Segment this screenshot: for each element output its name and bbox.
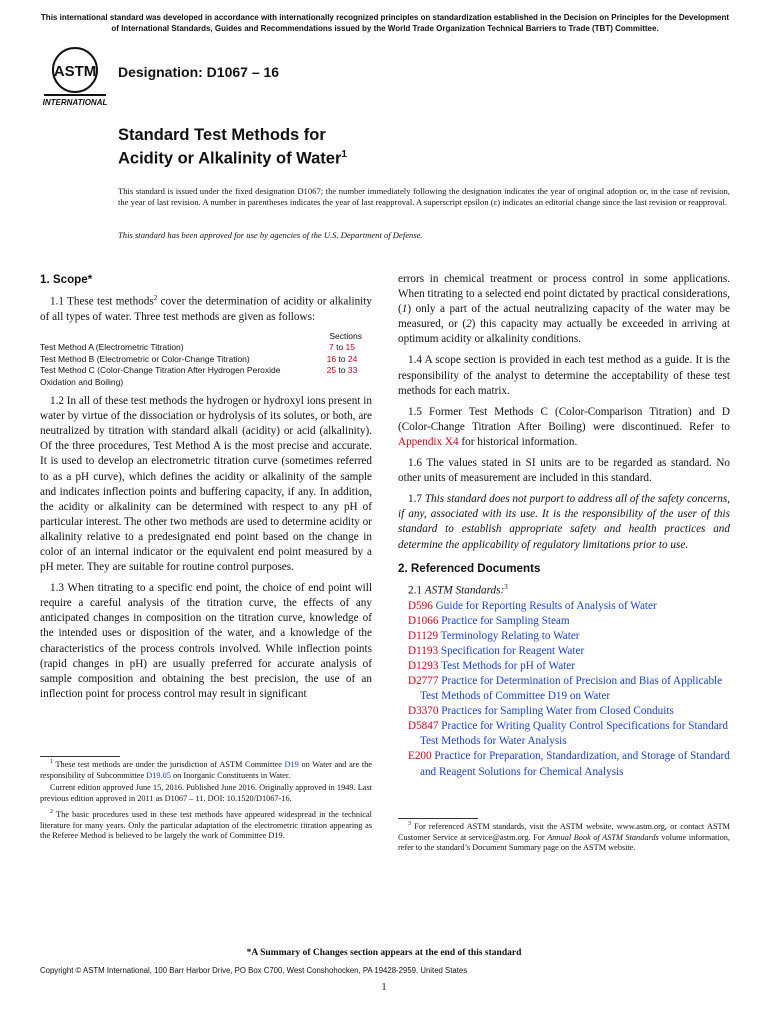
references-heading: 2. Referenced Documents [398,561,541,575]
footnote-1-edition: Current edition approved June 15, 2016. Published June 2016. Originally approved in 1949. Last previous edition approved in 2011 as D1067 – 11. DOI: 10.1520/D1067-16. [40,783,372,804]
summary-of-changes-note: *A Summary of Changes section appears at the end of this standard [246,948,522,958]
scope-1-3: 1.3 When titrating to a specific end point, the choice of end point will require a careful analysis of the titration curve, the effects of any anticipated changes in composition on the titration curve, knowledge of the intended uses or disposition of the water, and a knowledge of the characteristics of the process controls involved. While inflection points (rapid changes in pH) are usually preferred for accurate analysis of sample composition and obtaining the best precision, the use of an inflection point for process control may result in significant [40,582,372,700]
footnote-1: $^1$ These test methods are under the jurisdiction of ASTM Committee D19 on Water and are the responsibility of Subcommittee D19.05 on Inorganic Constituents in Water. [40,759,372,780]
referenced-standards-list [398,599,730,780]
dod-approval-note: This standard has been approved for use by agencies of the U.S. Department of Defense. [118,230,423,240]
section-link[interactable]: 15 [345,342,356,353]
standard-title-link[interactable]: Specification for Reagent Water [440,644,585,657]
list-item [398,749,730,779]
astm-logo-mark [40,46,110,108]
scope-1-6: 1.6 The values stated in SI units are to be regarded as standard. No other units of measurement are included in this standard. [398,457,730,485]
scope-1-1: 1.1 These test methods$^2$ cover the determination of acidity or alkalinity of all types of water. Three test methods are given as follows: [40,294,372,323]
standard-code-link[interactable]: D2777 [408,674,439,687]
appendix-x4-link[interactable]: Appendix X4 [398,435,459,448]
footnote-3: $^3$ For referenced ASTM standards, visit the ASTM website, www.astm.org, or contact ASTM Customer Service at service@astm.org. For Annual Book of ASTM Standards volume information, refer to the standard’s Document Summary page on the ASTM website. [398,821,731,853]
standard-title-link[interactable]: Practice for Writing Quality Control Specifications for Standard Test Methods for Water Analysis [420,720,728,748]
method-row: Test Method B (Electrometric or Color-Change Titration) 16 to 24 [40,353,358,364]
committee-link[interactable]: D19 [284,759,299,769]
title-line-1: Standard Test Methods for [118,126,326,144]
list-item [398,629,730,644]
list-item [398,674,730,704]
standard-code-link[interactable]: D1293 [408,659,439,672]
section-link[interactable]: 33 [347,365,358,376]
list-item [398,644,730,659]
title-line-2: Acidity or Alkalinity of Water$^1$ [118,149,347,168]
standard-code-link[interactable]: D1066 [408,614,439,627]
section-link[interactable]: 25 [326,365,337,376]
list-item [398,614,730,629]
scope-1-7: 1.7 This standard does not purport to address all of the safety concerns, if any, associated with its use. It is the responsibility of the user of this standard to establish appropriate safety and health practices and determine the applicability of regulatory limitations prior to use. [398,493,730,551]
standard-title-link[interactable]: Practice for Sampling Steam [441,614,570,627]
standard-title-link[interactable]: Practice for Determination of Precision and Bias of Applicable Test Methods of Committee D19 on Water [420,674,723,703]
list-item [398,704,730,719]
standard-code-link[interactable]: D3370 [408,705,439,718]
svg-text:ASTM: ASTM [53,63,97,80]
methods-table [40,331,372,388]
left-column [40,272,372,841]
right-footnotes [398,818,730,856]
designation: Designation: D1067 – 16 [118,64,280,80]
page-number: 1 [381,982,387,993]
standard-title-link[interactable]: Test Methods for pH of Water [441,659,575,672]
tbt-notice: This international standard was developed in accordance with internationally recognized principles on standardization established in the Decision on Principles for the Development of International Standards, Guides and Recommendations issued by the World Trade Organization Technical Barriers to Trade (TBT) Committee. [40,13,730,33]
astm-standards-subheading: 2.1 ASTM Standards:$^3$ [408,582,508,597]
issuance-note: This standard is issued under the fixed designation D1067; the number immediately following the designation indicates the year of original adoption or, in the case of revision, the year of last revision. A number in parentheses indicates the year of last reapproval. A superscript epsilon (ε) indicates an editorial change since the last revision or reapproval. [118,186,730,208]
method-row: Test Method C (Color-Change Titration After Hydrogen Peroxide Oxidation and Boiling) 25 to 33 [40,365,358,387]
standard-code-link[interactable]: D1193 [408,644,439,657]
footnote-2: $^2$ The basic procedures used in these test methods have appeared widespread in the technical literature for many years. Only the particular adaptation of the electrometric titration appearing as the Referee Method is believed to be largely the work of Committee D19. [40,808,372,841]
section-link[interactable]: 16 [326,353,337,364]
document-title [118,126,347,169]
standard-code-link[interactable]: D596 [408,599,433,612]
method-row: Test Method A (Electrometric Titration) 7 to 15 [40,342,356,353]
left-footnotes [40,756,372,844]
scope-heading: 1. Scope* [40,273,93,286]
scope-1-4: 1.4 A scope section is provided in each test method as a guide. It is the responsibility of the analyst to determine the acceptability of these test methods for each matrix. [398,354,730,397]
scope-1-5: 1.5 Former Test Methods C (Color-Comparison Titration) and D (Color-Change Titration After Boiling) were discontinued. Refer to Appendix X4 for historical information. [398,405,730,448]
list-item [398,599,730,614]
standard-code-link[interactable]: D1129 [408,629,439,642]
standard-title-link[interactable]: Guide for Reporting Results of Analysis of Water [435,599,657,612]
scope-1-2: 1.2 In all of these test methods the hydrogen or hydroxyl ions present in water by virtue of the dissociation or hydrolysis of its solutes, or both, are neutralized by titration with standard alkali (acidity) or acid (alkalinity). Of the three procedures, Test Method A is the most precise and accurate. It is used to develop an electrometric titration curve (sometimes referred to as a pH curve), which defines the acidity or alkalinity of the sample and indicates inflection points and buffering capacity, if any. In addition, the acidity or alkalinity can be determined with respect to any pH of particular interest. The other two methods are used to determine acidity or alkalinity relative to a predesignated end point based on the change in color of an internal indicator or the equivalent end point measured by a pH meter. They are suitable for routine control purposes. [40,395,372,574]
standard-title-link[interactable]: Practices for Sampling Water from Closed Conduits [441,705,674,718]
list-item [398,659,730,674]
title-footnote-mark: 1 [341,149,347,160]
scope-1-3-continued: errors in chemical treatment or process control in some applications. When titrating to a selected end point dictated by practical considerations, (1) only a part of the actual neutralizing capacity of the water may be measured, or (2) this capacity may actually be exceeded in arriving at optimum acidity or alkalinity conditions. [398,273,730,346]
section-link[interactable]: 7 [328,342,334,353]
standard-code-link[interactable]: D5847 [408,720,439,733]
subcommittee-link[interactable]: D19.05 [146,770,171,780]
section-link[interactable]: 24 [347,353,358,364]
standard-code-link[interactable]: E200 [408,750,432,763]
astm-logo [40,46,110,108]
standard-title-link[interactable]: Practice for Preparation, Standardization, and Storage of Standard and Reagent Solutions for Chemical Analysis [420,750,730,778]
svg-text:INTERNATIONAL: INTERNATIONAL [42,98,108,107]
right-column [398,272,731,853]
sections-header: Sections [329,331,362,342]
standard-title-link[interactable]: Terminology Relating to Water [440,629,580,642]
copyright: Copyright © ASTM International, 100 Barr Harbor Drive, PO Box C700, West Conshohocken, PA 19428-2959. United States [40,966,468,975]
list-item [398,719,730,749]
